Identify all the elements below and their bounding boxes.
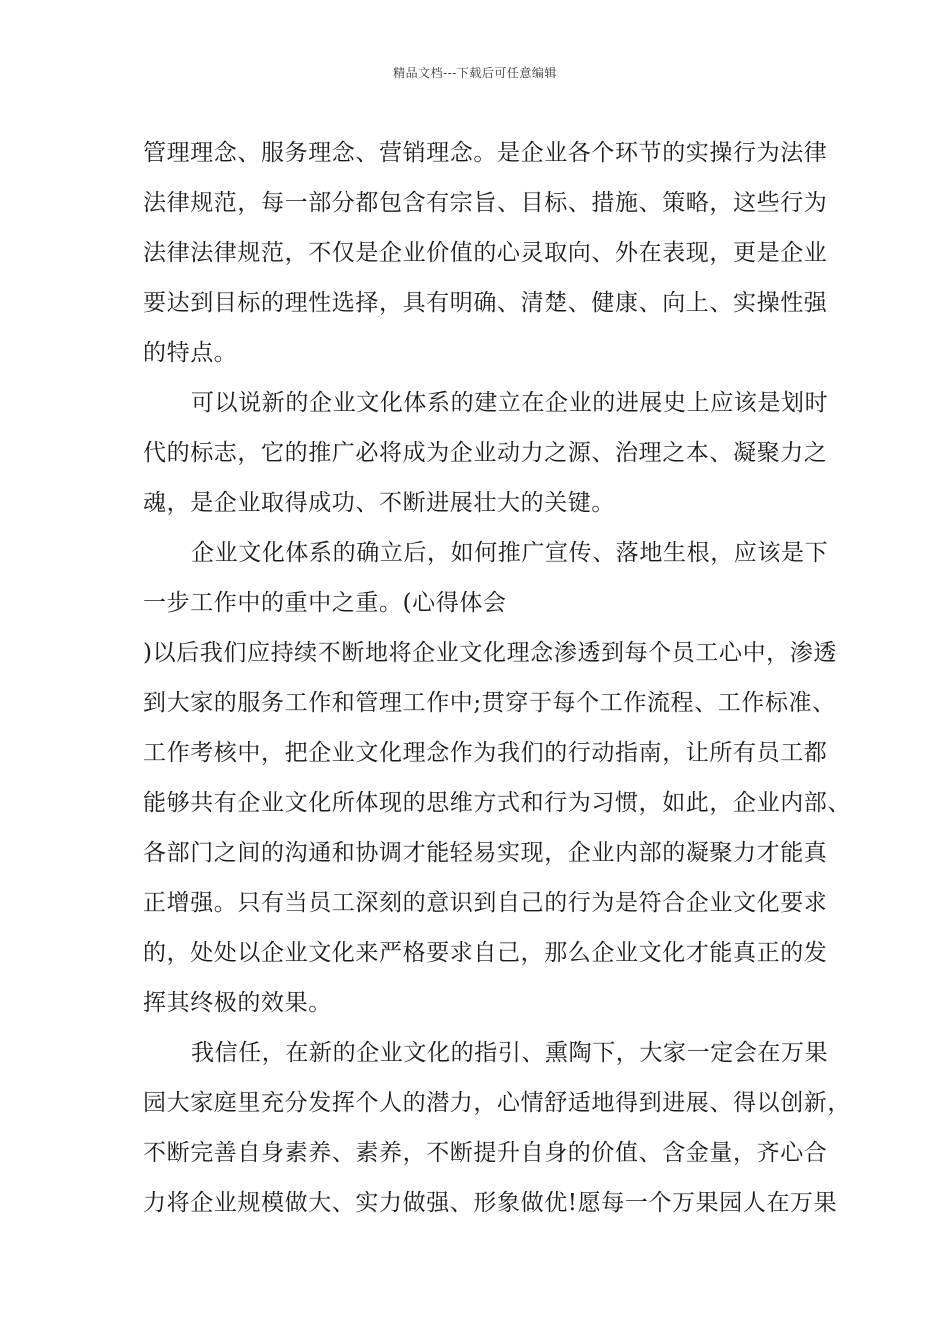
text-line: 工作考核中，把企业文化理念作为我们的行动指南，让所有员工都 xyxy=(143,740,828,766)
text-line: 管理理念、服务理念、营销理念。是企业各个环节的实操行为法律 xyxy=(143,140,828,166)
document-body xyxy=(143,128,851,1228)
text-line: 法律法律规范，不仅是企业价值的心灵取向、外在表现，更是企业 xyxy=(143,240,828,266)
paragraph-start-line: 我信任，在新的企业文化的指引、熏陶下，大家一定会在万果 xyxy=(191,1040,829,1066)
text-line: 一步工作中的重中之重。(心得体会 xyxy=(143,590,507,616)
text-line: )以后我们应持续不断地将企业文化理念渗透到每个员工心中，渗透 xyxy=(143,640,837,666)
text-line: 代的标志，它的推广必将成为企业动力之源、治理之本、凝聚力之 xyxy=(143,440,828,466)
text-line: 各部门之间的沟通和协调才能轻易实现，企业内部的凝聚力才能真 xyxy=(143,840,828,866)
text-line: 能够共有企业文化所体现的思维方式和行为习惯，如此，企业内部、 xyxy=(143,790,851,816)
text-line: 到大家的服务工作和管理工作中;贯穿于每个工作流程、工作标准、 xyxy=(143,690,836,716)
text-line: 正增强。只有当员工深刻的意识到自己的行为是符合企业文化要求 xyxy=(143,890,828,916)
text-line: 不断完善自身素养、素养，不断提升自身的价值、含金量，齐心合 xyxy=(143,1140,828,1166)
text-line: 挥其终极的效果。 xyxy=(143,990,332,1016)
text-line: 园大家庭里充分发挥个人的潜力，心情舒适地得到进展、得以创新， xyxy=(143,1090,851,1116)
text-line: 法律规范，每一部分都包含有宗旨、目标、措施、策略，这些行为 xyxy=(143,190,828,216)
text-line: 力将企业规模做大、实力做强、形象做优!愿每一个万果园人在万果 xyxy=(143,1190,838,1216)
text-line: 的特点。 xyxy=(143,340,238,366)
text-line: 的，处处以企业文化来严格要求自己，那么企业文化才能真正的发 xyxy=(143,940,828,966)
paragraph-start-line: 企业文化体系的确立后，如何推广宣传、落地生根，应该是下 xyxy=(191,540,829,566)
text-line: 魂，是企业取得成功、不断进展壮大的关键。 xyxy=(143,490,615,516)
page-header: 精品文档---下载后可任意编辑 xyxy=(393,66,557,80)
paragraph-start-line: 可以说新的企业文化体系的建立在企业的进展史上应该是划时 xyxy=(191,390,829,416)
text-line: 要达到目标的理性选择，具有明确、清楚、健康、向上、实操性强 xyxy=(143,290,828,316)
